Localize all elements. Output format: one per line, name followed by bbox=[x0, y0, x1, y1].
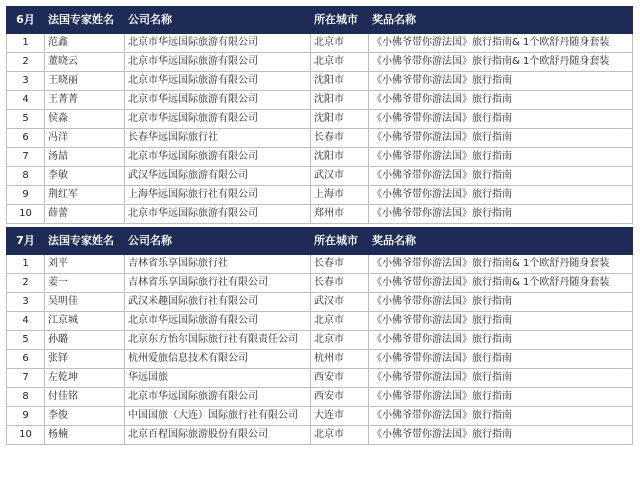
company-name: 吉林省乐享国际旅行社 bbox=[125, 255, 311, 274]
company-name: 北京市华远国际旅游有限公司 bbox=[125, 72, 311, 91]
prize-header: 奖品名称 bbox=[369, 228, 633, 255]
table-row bbox=[7, 407, 633, 426]
table-row bbox=[7, 167, 633, 186]
city-header: 所在城市 bbox=[311, 7, 369, 34]
prize: 《小佛爷带你游法国》旅行指南& 1个欧舒丹随身套装 bbox=[369, 53, 633, 72]
city: 大连市 bbox=[311, 407, 369, 426]
expert-name: 付佳铭 bbox=[45, 388, 125, 407]
company-header: 公司名称 bbox=[125, 228, 311, 255]
expert-name: 孙璐 bbox=[45, 331, 125, 350]
row-index: 5 bbox=[7, 331, 45, 350]
row-index: 3 bbox=[7, 293, 45, 312]
prize: 《小佛爷带你游法国》旅行指南 bbox=[369, 91, 633, 110]
city: 武汉市 bbox=[311, 167, 369, 186]
city: 北京市 bbox=[311, 426, 369, 445]
city-header: 所在城市 bbox=[311, 228, 369, 255]
table-row bbox=[7, 426, 633, 445]
row-index: 1 bbox=[7, 34, 45, 53]
table-row bbox=[7, 72, 633, 91]
company-name: 武汉华远国际旅游有限公司 bbox=[125, 167, 311, 186]
company-name: 北京百程国际旅游股份有限公司 bbox=[125, 426, 311, 445]
table-row bbox=[7, 312, 633, 331]
prize: 《小佛爷带你游法国》旅行指南 bbox=[369, 407, 633, 426]
company-name: 北京市华远国际旅游有限公司 bbox=[125, 53, 311, 72]
prize: 《小佛爷带你游法国》旅行指南 bbox=[369, 388, 633, 407]
expert-name: 姜一 bbox=[45, 274, 125, 293]
expert-name: 范鑫 bbox=[45, 34, 125, 53]
prize: 《小佛爷带你游法国》旅行指南& 1个欧舒丹随身套装 bbox=[369, 255, 633, 274]
table-row bbox=[7, 388, 633, 407]
table-row bbox=[7, 110, 633, 129]
row-index: 9 bbox=[7, 186, 45, 205]
prize: 《小佛爷带你游法国》旅行指南& 1个欧舒丹随身套装 bbox=[369, 274, 633, 293]
expert-name: 李俊 bbox=[45, 407, 125, 426]
prize: 《小佛爷带你游法国》旅行指南 bbox=[369, 186, 633, 205]
table-row bbox=[7, 293, 633, 312]
company-name: 吉林省乐享国际旅行社有限公司 bbox=[125, 274, 311, 293]
row-index: 6 bbox=[7, 129, 45, 148]
winners-table-body bbox=[7, 7, 633, 445]
row-index: 4 bbox=[7, 312, 45, 331]
company-name: 武汉米趣国际旅行社有限公司 bbox=[125, 293, 311, 312]
company-name: 北京市华远国际旅游有限公司 bbox=[125, 205, 311, 224]
table-row bbox=[7, 91, 633, 110]
city: 沈阳市 bbox=[311, 148, 369, 167]
expert-name: 左乾坤 bbox=[45, 369, 125, 388]
table-row bbox=[7, 331, 633, 350]
section-header-row bbox=[7, 7, 633, 34]
expert-name: 江京城 bbox=[45, 312, 125, 331]
city: 郑州市 bbox=[311, 205, 369, 224]
prize: 《小佛爷带你游法国》旅行指南 bbox=[369, 426, 633, 445]
section-header-row bbox=[7, 228, 633, 255]
expert-name: 汤喆 bbox=[45, 148, 125, 167]
expert-name: 吴明佳 bbox=[45, 293, 125, 312]
city: 北京市 bbox=[311, 34, 369, 53]
row-index: 7 bbox=[7, 369, 45, 388]
row-index: 10 bbox=[7, 205, 45, 224]
city: 沈阳市 bbox=[311, 110, 369, 129]
company-name: 杭州爱旅信息技术有限公司 bbox=[125, 350, 311, 369]
row-index: 6 bbox=[7, 350, 45, 369]
city: 北京市 bbox=[311, 53, 369, 72]
company-name: 中国国旅（大连）国际旅行社有限公司 bbox=[125, 407, 311, 426]
prize: 《小佛爷带你游法国》旅行指南& 1个欧舒丹随身套装 bbox=[369, 34, 633, 53]
city: 西安市 bbox=[311, 369, 369, 388]
expert-name: 薛蕾 bbox=[45, 205, 125, 224]
expert-name: 侯淼 bbox=[45, 110, 125, 129]
company-name: 北京市华远国际旅游有限公司 bbox=[125, 34, 311, 53]
row-index: 8 bbox=[7, 388, 45, 407]
city: 上海市 bbox=[311, 186, 369, 205]
city: 杭州市 bbox=[311, 350, 369, 369]
prize: 《小佛爷带你游法国》旅行指南 bbox=[369, 72, 633, 91]
company-name: 北京市华远国际旅游有限公司 bbox=[125, 388, 311, 407]
city: 沈阳市 bbox=[311, 91, 369, 110]
company-name: 北京市华远国际旅游有限公司 bbox=[125, 312, 311, 331]
row-index: 7 bbox=[7, 148, 45, 167]
prize: 《小佛爷带你游法国》旅行指南 bbox=[369, 293, 633, 312]
row-index: 4 bbox=[7, 91, 45, 110]
table-row bbox=[7, 255, 633, 274]
company-header: 公司名称 bbox=[125, 7, 311, 34]
row-index: 2 bbox=[7, 53, 45, 72]
prize: 《小佛爷带你游法国》旅行指南 bbox=[369, 312, 633, 331]
winners-table bbox=[6, 6, 633, 445]
expert-name: 荆红军 bbox=[45, 186, 125, 205]
prize: 《小佛爷带你游法国》旅行指南 bbox=[369, 148, 633, 167]
winners-table-container bbox=[6, 6, 632, 445]
row-index: 8 bbox=[7, 167, 45, 186]
table-row bbox=[7, 186, 633, 205]
company-name: 上海华远国际旅行社有限公司 bbox=[125, 186, 311, 205]
city: 北京市 bbox=[311, 312, 369, 331]
expert-name: 李敏 bbox=[45, 167, 125, 186]
row-index: 1 bbox=[7, 255, 45, 274]
company-name: 长春华远国际旅行社 bbox=[125, 129, 311, 148]
expert-name: 王菁菁 bbox=[45, 91, 125, 110]
prize: 《小佛爷带你游法国》旅行指南 bbox=[369, 331, 633, 350]
row-index: 3 bbox=[7, 72, 45, 91]
expert-name: 刘平 bbox=[45, 255, 125, 274]
city: 长春市 bbox=[311, 255, 369, 274]
month-label: 7月 bbox=[7, 228, 45, 255]
prize: 《小佛爷带你游法国》旅行指南 bbox=[369, 350, 633, 369]
city: 沈阳市 bbox=[311, 72, 369, 91]
table-row bbox=[7, 34, 633, 53]
expert-name: 冯洋 bbox=[45, 129, 125, 148]
expert-name: 张铎 bbox=[45, 350, 125, 369]
city: 长春市 bbox=[311, 274, 369, 293]
prize: 《小佛爷带你游法国》旅行指南 bbox=[369, 167, 633, 186]
company-name: 华远国旅 bbox=[125, 369, 311, 388]
city: 长春市 bbox=[311, 129, 369, 148]
prize: 《小佛爷带你游法国》旅行指南 bbox=[369, 369, 633, 388]
month-label: 6月 bbox=[7, 7, 45, 34]
city: 北京市 bbox=[311, 331, 369, 350]
row-index: 5 bbox=[7, 110, 45, 129]
expert-name-header: 法国专家姓名 bbox=[45, 228, 125, 255]
expert-name-header: 法国专家姓名 bbox=[45, 7, 125, 34]
row-index: 10 bbox=[7, 426, 45, 445]
company-name: 北京市华远国际旅游有限公司 bbox=[125, 148, 311, 167]
prize: 《小佛爷带你游法国》旅行指南 bbox=[369, 205, 633, 224]
company-name: 北京市华远国际旅游有限公司 bbox=[125, 91, 311, 110]
table-row bbox=[7, 53, 633, 72]
expert-name: 董晓云 bbox=[45, 53, 125, 72]
city: 西安市 bbox=[311, 388, 369, 407]
prize-header: 奖品名称 bbox=[369, 7, 633, 34]
prize: 《小佛爷带你游法国》旅行指南 bbox=[369, 110, 633, 129]
company-name: 北京东方怡尔国际旅行社有限责任公司 bbox=[125, 331, 311, 350]
table-row bbox=[7, 350, 633, 369]
expert-name: 王晓丽 bbox=[45, 72, 125, 91]
table-row bbox=[7, 369, 633, 388]
row-index: 9 bbox=[7, 407, 45, 426]
table-row bbox=[7, 148, 633, 167]
table-row bbox=[7, 205, 633, 224]
table-row bbox=[7, 274, 633, 293]
table-row bbox=[7, 129, 633, 148]
prize: 《小佛爷带你游法国》旅行指南 bbox=[369, 129, 633, 148]
company-name: 北京市华远国际旅游有限公司 bbox=[125, 110, 311, 129]
row-index: 2 bbox=[7, 274, 45, 293]
expert-name: 杨楠 bbox=[45, 426, 125, 445]
city: 武汉市 bbox=[311, 293, 369, 312]
